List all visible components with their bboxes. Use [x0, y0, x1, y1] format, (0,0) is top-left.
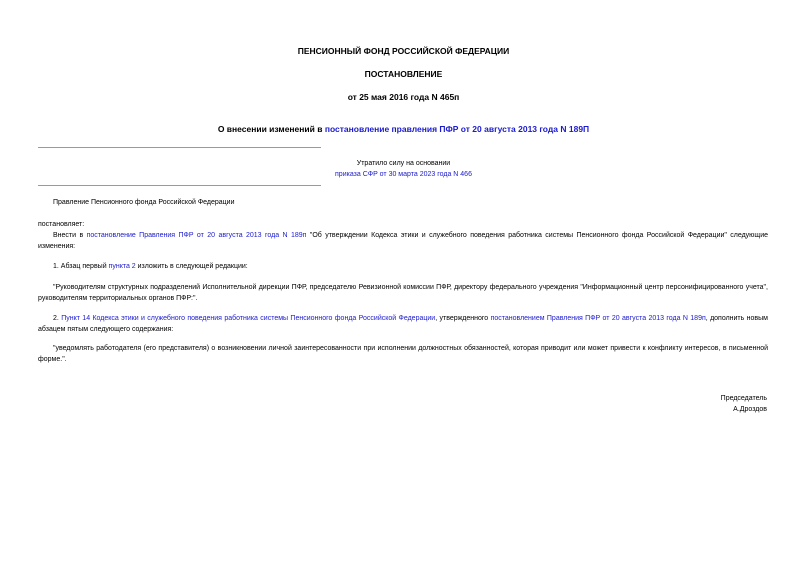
- item-1: [38, 261, 768, 272]
- quote-2: "уведомлять работодателя (его представителя) о возникновении личной заинтересованности при исполнении должностных обязанностей, которая приводит или может привести к конфликту интересов, в письменной форме.".: [38, 345, 768, 363]
- status-note-text: Утратило силу на основании: [356, 160, 451, 167]
- top-divider: [38, 147, 321, 148]
- resolves-line: постановляет:: [38, 221, 85, 228]
- board-line: Правление Пенсионного фонда Российской Федерации: [53, 199, 235, 206]
- document-title: [0, 124, 807, 134]
- title-prefix: О внесении изменений в: [217, 124, 325, 134]
- status-note: [0, 158, 807, 180]
- paragraph-1-text-b: "Об утверждении Кодекса этики и служебного поведения работника системы Пенсионного фонда Российской Федерации" следующие изменения:: [38, 232, 768, 250]
- item-2-link-2[interactable]: постановлением Правления ПФР от 20 августа 2013 года N 189п: [490, 315, 706, 322]
- item-2-link-1[interactable]: Пункт 14 Кодекса этики и служебного поведения работника системы Пенсионного фонда Российской Федерации: [61, 315, 436, 322]
- signature-position: Председатель: [720, 395, 767, 402]
- item-1-text-a: 1. Абзац первый: [53, 263, 109, 270]
- paragraph-1-text-a: Внести в: [53, 232, 87, 239]
- bottom-divider: [38, 185, 321, 186]
- status-note-link[interactable]: приказа СФР от 30 марта 2023 года N 466: [335, 171, 472, 178]
- item-2-text-a: 2.: [53, 315, 62, 322]
- org-heading: ПЕНСИОННЫЙ ФОНД РОССИЙСКОЙ ФЕДЕРАЦИИ: [297, 46, 510, 56]
- item-2: [38, 313, 768, 335]
- item-1-link[interactable]: пункта 2: [108, 263, 136, 270]
- item-2-text-b: , утвержденного: [435, 315, 491, 322]
- signature-name: А.Дроздов: [733, 406, 767, 413]
- item-1-text-b: изложить в следующей редакции:: [135, 263, 248, 270]
- signature-block: [721, 393, 767, 415]
- paragraph-1: [38, 230, 768, 252]
- quote-1: "Руководителям структурных подразделений Исполнительной дирекции ПФР, председателю Ревизионной комиссии ПФР, директору федерального учреждения "Информационный центр персонифицированного учета", руководителям территориальных органов ПФР:".: [38, 284, 768, 302]
- paragraph-1-link[interactable]: постановление Правления ПФР от 20 августа 2013 года N 189п: [86, 232, 307, 239]
- item-2-text-c: , дополнить новым абзацем пятым следующего содержания:: [38, 315, 768, 333]
- title-link[interactable]: постановление правления ПФР от 20 августа 2013 года N 189П: [324, 124, 590, 134]
- date-number-heading: от 25 мая 2016 года N 465п: [347, 92, 460, 102]
- doc-type-heading: ПОСТАНОВЛЕНИЕ: [364, 69, 443, 79]
